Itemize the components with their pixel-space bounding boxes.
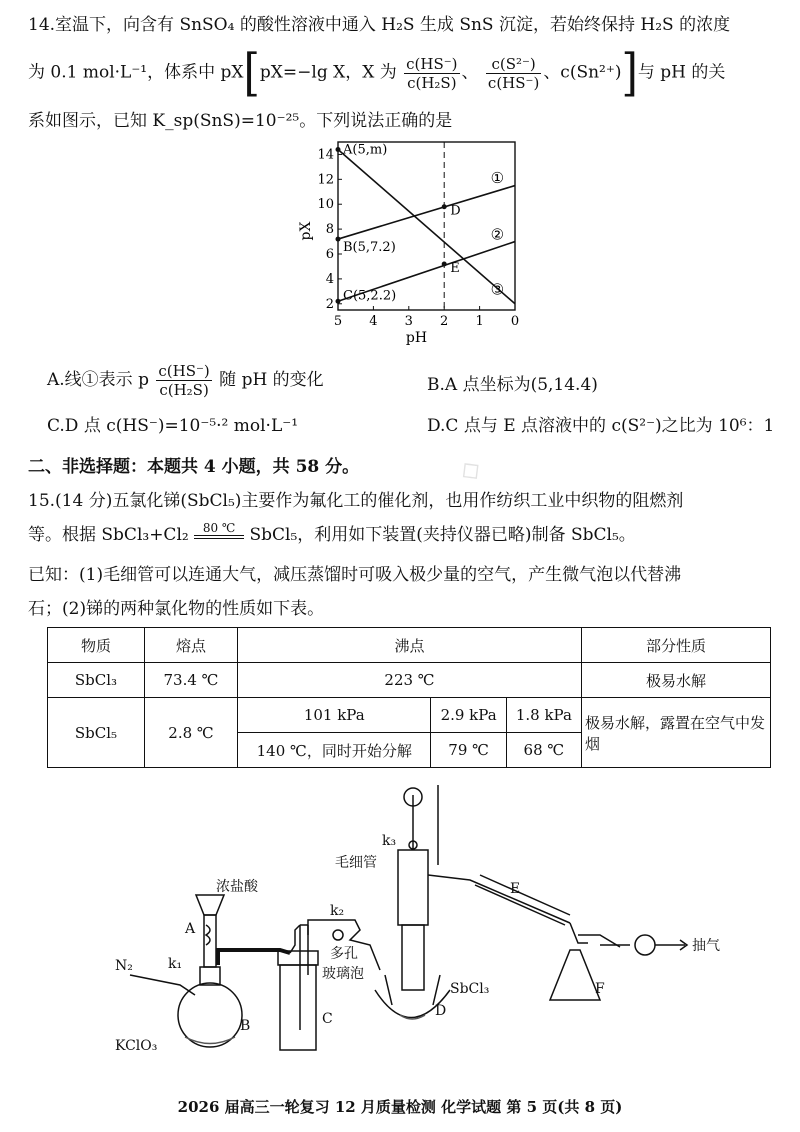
- x-tick-label: 5: [333, 314, 343, 329]
- label-a: A: [185, 921, 196, 937]
- point-label: C(5,2.2): [343, 288, 397, 304]
- label-sbcl3: SbCl₃: [450, 981, 490, 997]
- flask-b: [178, 983, 242, 1047]
- label-capillary: 毛细管: [335, 855, 377, 871]
- point-label: A(5,m): [343, 142, 388, 158]
- reaction-arrow: 80 ℃: [194, 521, 244, 539]
- q14-line2-a: 为 0.1 mol·L⁻¹，体系中 pX: [28, 62, 244, 83]
- x-axis-label: pH: [405, 330, 428, 346]
- label-k1: k₁: [168, 956, 183, 972]
- table-header-row: 物质 熔点 沸点 部分性质: [48, 628, 771, 663]
- flask-f: [550, 950, 600, 1000]
- label-kclo3: KClO₃: [115, 1038, 158, 1054]
- y-tick-label: 2: [325, 296, 334, 312]
- label-n2: N₂: [115, 958, 133, 974]
- q14-line2-d: 与 pH 的关: [637, 62, 726, 83]
- section-2-heading: 二、非选择题：本题共 4 小题，共 58 分。: [28, 457, 360, 477]
- label-c: C: [322, 1011, 333, 1027]
- series-line-3: [338, 149, 515, 303]
- bottle-c: [280, 965, 316, 1050]
- point-marker: [336, 237, 341, 242]
- y-tick-label: 14: [317, 147, 334, 163]
- pump-bulb: [635, 935, 655, 955]
- y-axis-label: pX: [298, 221, 314, 241]
- apparatus-diagram: [100, 775, 740, 1075]
- y-tick-label: 4: [325, 271, 334, 287]
- px-ph-chart: [280, 130, 540, 350]
- properties-table: [47, 627, 771, 768]
- tube-c-d: [308, 920, 380, 970]
- label-b: B: [240, 1018, 251, 1034]
- page-footer: 2026 届高三一轮复习 12 月质量检测 化学试题 第 5 页(共 8 页): [177, 1098, 623, 1116]
- series-label-3: ③: [490, 280, 505, 299]
- label-glass-bubble: 玻璃泡: [322, 966, 364, 982]
- q14-option-a: A.线①表示 p $\frac{c(HS^-)}{\text{c(H₂S)}}$ 随 pH 的变化: [47, 362, 324, 399]
- x-tick-label: 4: [369, 314, 378, 329]
- label-d: D: [435, 1003, 447, 1019]
- x-tick-label: 1: [475, 314, 484, 329]
- watermark: ◇: [452, 452, 488, 488]
- y-tick-label: 10: [317, 197, 334, 213]
- point-label: D: [450, 203, 461, 219]
- y-tick-label: 8: [325, 222, 334, 238]
- q14-line1: 14.室温下，向含有 SnSO₄ 的酸性溶液中通入 H₂S 生成 SnS 沉淀，若始终保持 H₂S 的浓度: [28, 15, 731, 35]
- q15-line4: 石；(2)锑的两种氯化物的性质如下表。: [28, 599, 325, 619]
- q15-line1: 15.(14 分)五氯化锑(SbCl₅)主要作为氟化工的催化剂，也用作纺织工业中织物的阻燃剂: [28, 491, 684, 511]
- q14-frac2: $\frac{\text{c(S²⁻)}}{c(HS^-)}$: [487, 54, 540, 92]
- point-label: E: [450, 260, 460, 276]
- series-label-2: ②: [490, 225, 505, 244]
- x-tick-label: 3: [404, 314, 413, 329]
- label-porous: 多孔: [330, 946, 358, 962]
- label-vacuum: 抽气: [692, 938, 720, 954]
- q14-option-d: D.C 点与 E 点溶液中的 c(S²⁻)之比为 10⁶：1: [427, 416, 775, 436]
- q14-line2-c: 、c(Sn²⁺): [543, 62, 622, 83]
- x-tick-label: 2: [440, 314, 449, 329]
- stopcock-k2: [333, 930, 343, 940]
- right-bracket: ]: [621, 43, 638, 102]
- q14-frac1: $\frac{c(HS^-)}{\text{c(H₂S)}}$: [406, 54, 458, 92]
- q14-option-c: C.D 点 c(HS⁻)=10⁻⁵·² mol·L⁻¹: [47, 416, 299, 436]
- point-marker: [336, 299, 341, 304]
- label-e: E: [510, 881, 521, 897]
- point-marker: [442, 204, 447, 209]
- table-row: SbCl₃ 73.4 ℃ 223 ℃ 极易水解: [48, 663, 771, 698]
- point-marker: [336, 147, 341, 152]
- label-k2: k₂: [330, 903, 345, 919]
- q14-line2: 为 0.1 mol·L⁻¹，体系中 pX[pX=−lg X，X 为 $\frac{c(HS^-)}{\text{c(H₂S)}}$ 、 $\frac{\text{c(S²⁻)}}{c(HS^-)}$ 、c(Sn²⁺)]与 pH 的关: [28, 43, 726, 102]
- label-k3: k₃: [382, 833, 397, 849]
- series-label-1: ①: [490, 168, 505, 187]
- table-row: SbCl₅ 2.8 ℃ 101 kPa 2.9 kPa 1.8 kPa 极易水解，露置在空气中发烟: [48, 698, 771, 733]
- y-tick-label: 12: [317, 172, 334, 188]
- y-tick-label: 6: [325, 247, 334, 262]
- q14-line2-b: pX=−lg X，X 为: [259, 62, 397, 83]
- q14-option-b: B.A 点坐标为(5,14.4): [427, 375, 598, 395]
- q15-line3: 已知：(1)毛细管可以连通大气，减压蒸馏时可吸入极少量的空气，产生微气泡以代替沸: [28, 565, 682, 585]
- label-f: F: [595, 981, 605, 997]
- label-conc-hcl: 浓盐酸: [216, 879, 258, 895]
- q15-line2: 等。根据 SbCl₃+Cl₂ 80 ℃ SbCl₅，利用如下装置(夹持仪器已略)制备 SbCl₅。: [28, 520, 636, 545]
- q14-line3: 系如图示，已知 K_sp(SnS)=10⁻²⁵。下列说法正确的是: [28, 111, 453, 131]
- n2-inlet: [130, 975, 195, 995]
- point-marker: [442, 261, 447, 266]
- table-row: 140 ℃，同时开始分解 79 ℃ 68 ℃: [48, 733, 771, 768]
- condenser-e: [428, 875, 570, 923]
- tube-b-c: [218, 950, 290, 965]
- x-tick-label: 0: [510, 314, 520, 329]
- column: [398, 850, 428, 925]
- left-bracket: [: [243, 43, 260, 102]
- series-line-1: [338, 186, 515, 240]
- point-label: B(5,7.2): [343, 240, 396, 256]
